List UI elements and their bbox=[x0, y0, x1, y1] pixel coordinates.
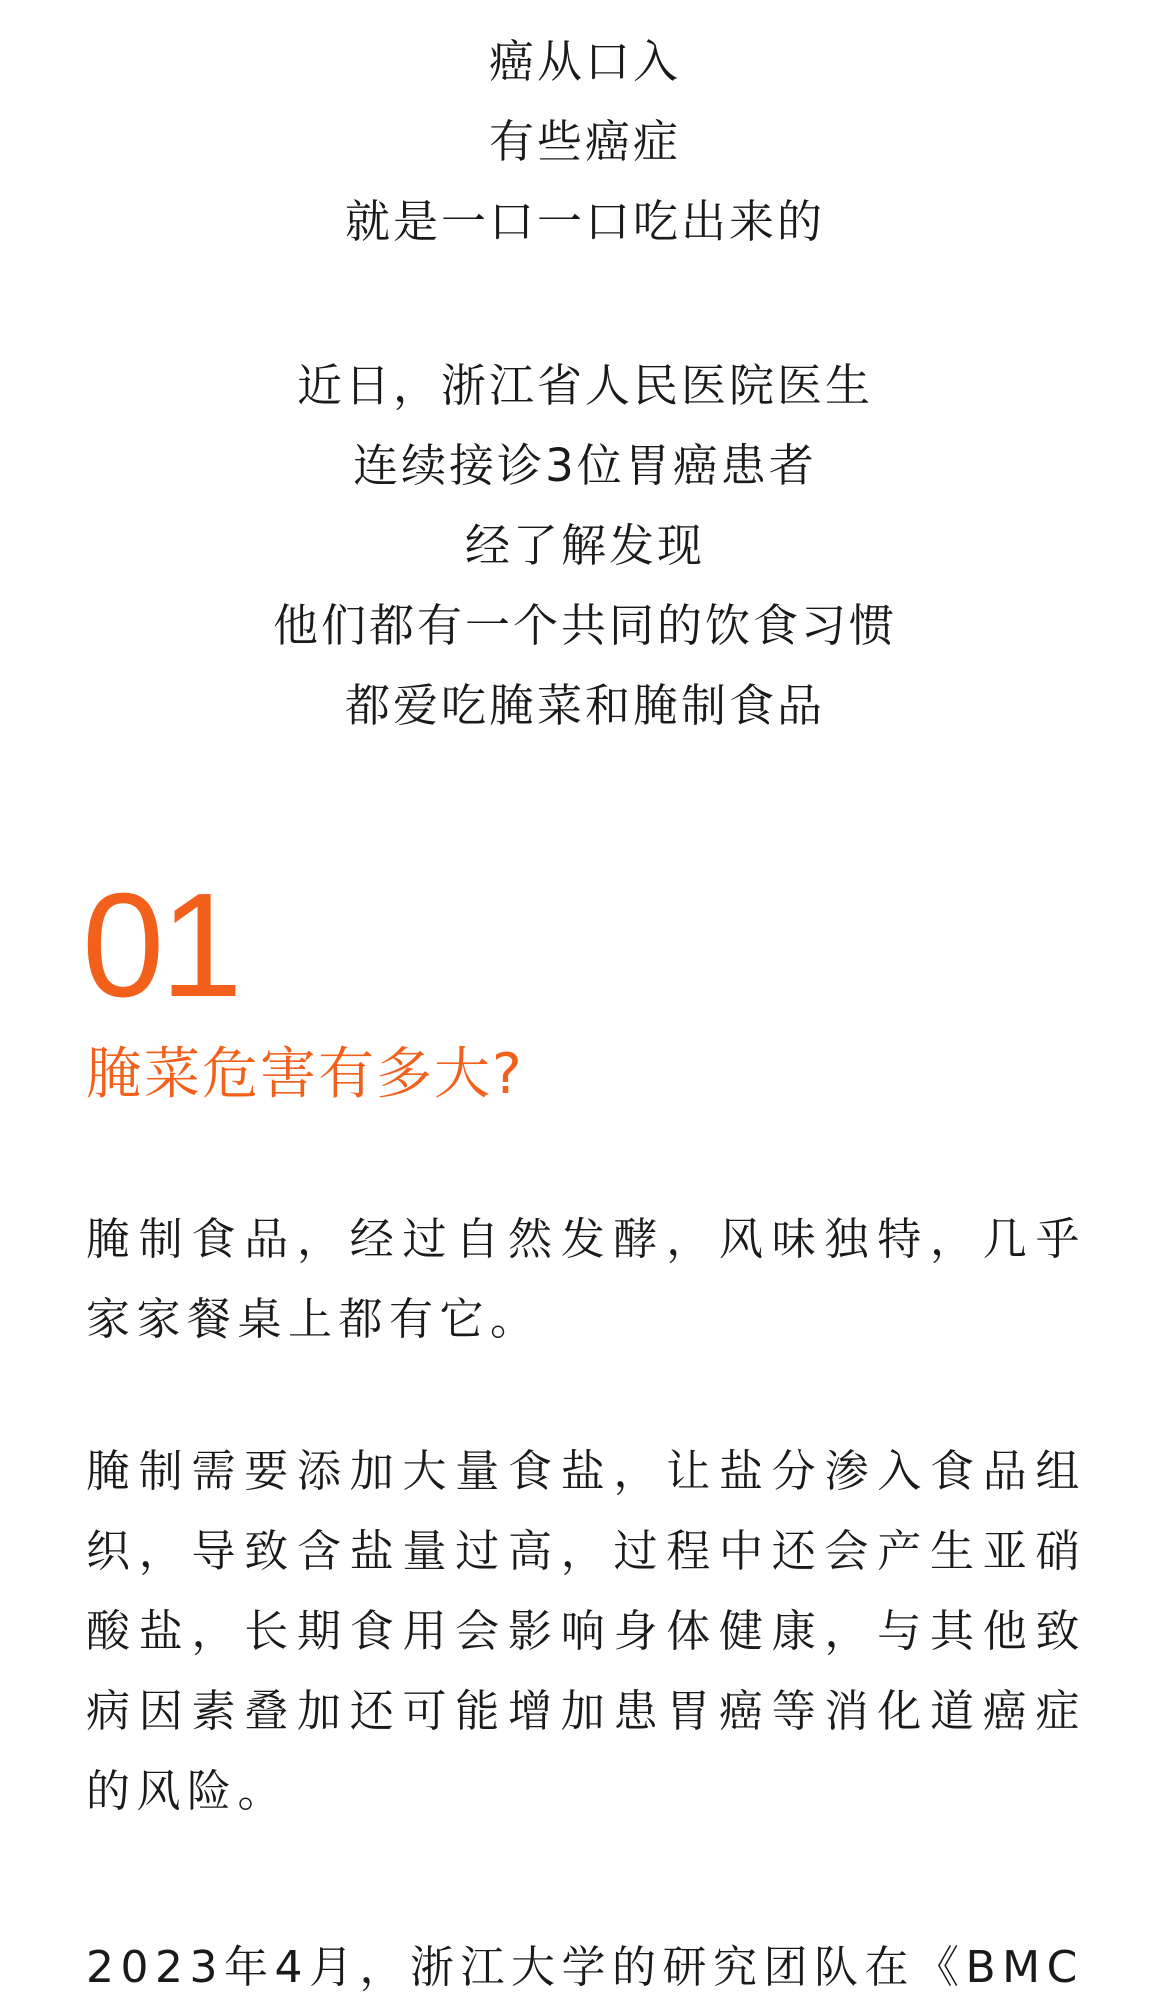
body-paragraph-partial: 2023年4月，浙江大学的研究团队在《BMC bbox=[86, 1942, 1084, 1993]
intro-line: 癌从口入 bbox=[488, 35, 681, 88]
intro-line: 有些癌症 bbox=[488, 115, 681, 168]
body-paragraph: 腌制需要添加大量食盐，让盐分渗入食品组织，导致含盐量过高，过程中还会产生亚硝酸盐，长期食用会影响身体健康，与其他致病因素叠加还可能增加患胃癌等消化道癌症的风险。 bbox=[86, 1446, 1086, 1817]
intro-line: 他们都有一个共同的饮食习惯 bbox=[272, 599, 897, 652]
intro-line: 近日，浙江省人民医院医生 bbox=[296, 359, 873, 412]
intro-block bbox=[0, 22, 1170, 746]
section-title: 腌菜危害有多大? bbox=[86, 1042, 524, 1107]
intro-line: 连续接诊3位胃癌患者 bbox=[353, 439, 817, 492]
intro-line: 都爱吃腌菜和腌制食品 bbox=[344, 679, 825, 732]
body-paragraph: 腌制食品，经过自然发酵，风味独特，几乎家家餐桌上都有它。 bbox=[86, 1214, 1086, 1345]
intro-spacer bbox=[0, 262, 1170, 346]
intro-line: 经了解发现 bbox=[464, 519, 705, 572]
intro-line: 就是一口一口吃出来的 bbox=[344, 195, 825, 248]
section-number: 01 bbox=[82, 863, 239, 1028]
